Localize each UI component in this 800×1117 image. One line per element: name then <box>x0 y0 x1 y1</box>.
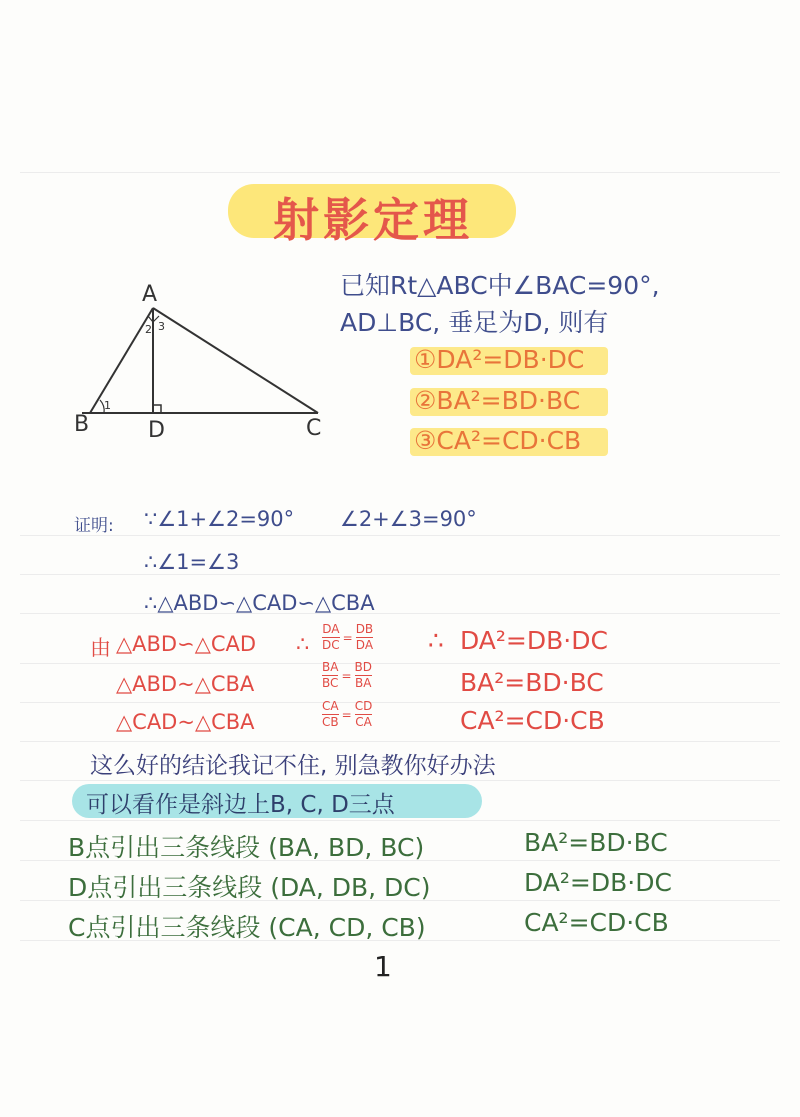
segment-line-D: D点引出三条线段 (DA, DB, DC) <box>68 873 431 902</box>
segment-line-C: C点引出三条线段 (CA, CD, CB) <box>68 913 426 942</box>
ruled-line <box>20 663 780 664</box>
ruled-line <box>20 574 780 575</box>
therefore-symbol: ∴ <box>296 632 310 656</box>
ruled-line <box>20 820 780 821</box>
given-line-2: AD⊥BC, 垂足为D, 则有 <box>340 308 609 337</box>
point-label-A: A <box>142 282 158 307</box>
fraction-numerator: DB <box>355 622 374 636</box>
result-3: ③CA²=CD·CB <box>414 426 582 455</box>
segment-formula-D: DA²=DB·DC <box>524 868 672 897</box>
result-1: ①DA²=DB·DC <box>414 345 585 374</box>
equals-sign: = <box>341 668 352 683</box>
ruled-line <box>20 172 780 173</box>
ratio-1 <box>322 623 373 652</box>
fraction-numerator: BD <box>354 660 372 674</box>
ruled-line <box>20 780 780 781</box>
result-2: ②BA²=BD·BC <box>414 386 581 415</box>
derivation-prefix: 由 <box>90 636 111 660</box>
page-title: 射影定理 <box>273 193 473 247</box>
ruled-line <box>20 702 780 703</box>
proof-step-3: ∴△ABD∽△CAD∽△CBA <box>144 591 375 615</box>
fraction-denominator: BA <box>355 676 372 690</box>
point-label-D: D <box>148 418 165 443</box>
angle-label-2: 2 <box>145 323 152 336</box>
fraction-numerator: DA <box>322 622 340 636</box>
fraction-numerator: BA <box>322 660 339 674</box>
fraction-denominator: DC <box>322 638 340 652</box>
fraction-denominator: DA <box>355 638 374 652</box>
given-line-1: 已知Rt△ABC中∠BAC=90°, <box>340 271 660 300</box>
right-angle-mark-D <box>153 405 161 413</box>
fraction-denominator: CA <box>355 715 372 729</box>
ruled-line <box>20 741 780 742</box>
conclusion-1: DA²=DB·DC <box>460 626 608 655</box>
point-label-C: C <box>306 416 322 441</box>
ruled-line <box>20 613 780 614</box>
proof-label: 证明: <box>74 516 114 536</box>
page-number: 1 <box>374 950 392 983</box>
ratio-2 <box>322 661 372 690</box>
proof-step-2: ∴∠1=∠3 <box>144 550 240 574</box>
segment-formula-B: BA²=BD·BC <box>524 828 668 857</box>
side-AB <box>90 308 153 413</box>
proof-step-1b: ∠2+∠3=90° <box>340 507 477 531</box>
segment-formula-C: CA²=CD·CB <box>524 908 669 937</box>
conclusion-3: CA²=CD·CB <box>460 706 605 735</box>
derivation-similar-2: △ABD~△CBA <box>116 672 255 696</box>
equals-sign: = <box>342 630 353 645</box>
fraction-denominator: BC <box>322 676 339 690</box>
tip-highlight-text: 可以看作是斜边上B, C, D三点 <box>86 792 395 818</box>
angle-label-3: 3 <box>158 320 165 333</box>
fraction-numerator: CD <box>354 699 373 713</box>
point-label-B: B <box>74 412 90 437</box>
angle-label-1: 1 <box>104 399 111 412</box>
equals-sign: = <box>341 707 352 722</box>
fraction-denominator: CB <box>322 715 339 729</box>
segment-line-B: B点引出三条线段 (BA, BD, BC) <box>68 833 425 862</box>
derivation-similar-3: △CAD~△CBA <box>116 710 255 734</box>
ratio-3 <box>322 700 372 729</box>
conclusion-2: BA²=BD·BC <box>460 668 604 697</box>
derivation-similar-1: △ABD∽△CAD <box>116 632 257 656</box>
ruled-line <box>20 535 780 536</box>
fraction-numerator: CA <box>322 699 339 713</box>
tip-text: 这么好的结论我记不住, 别急教你好办法 <box>90 753 496 779</box>
proof-step-1a: ∵∠1+∠2=90° <box>144 507 295 531</box>
conclusion-therefore: ∴ <box>428 626 444 655</box>
side-AC <box>153 308 318 413</box>
